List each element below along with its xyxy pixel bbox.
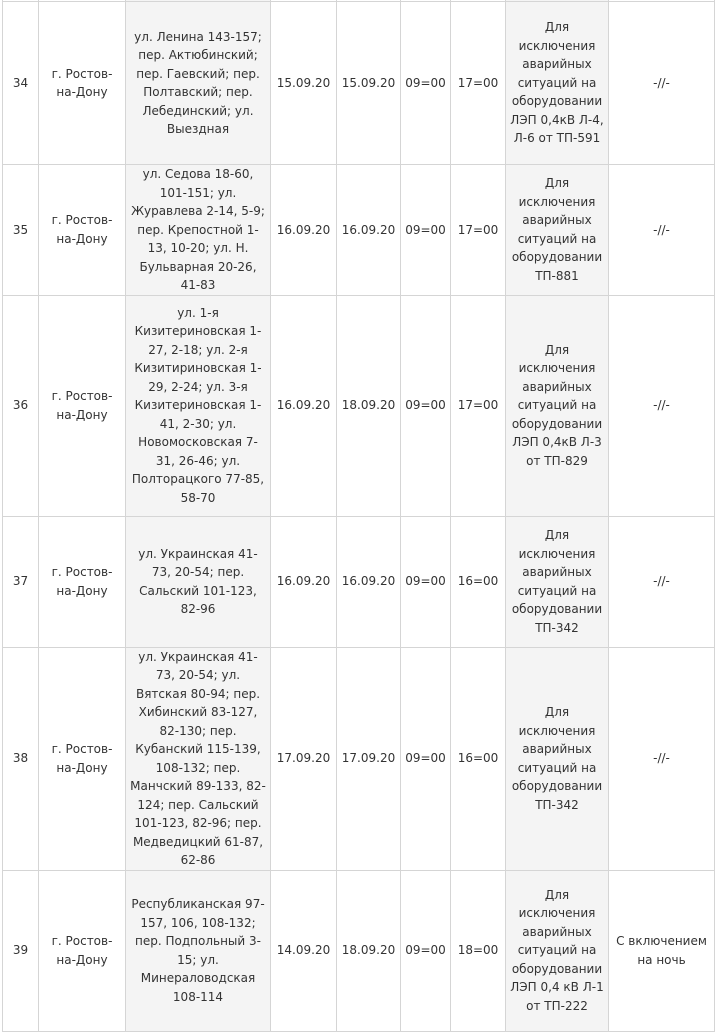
address-cell: ул. Ленина 143-157; пер. Актюбинский; пер. Гаевский; пер. Полтавский; пер. Лебединский; ул. Выездная [126, 2, 271, 165]
date-end-cell: 17.09.20 [337, 647, 401, 870]
note-cell: -//- [609, 647, 715, 870]
row-number: 34 [3, 2, 39, 165]
time-end-cell: 16=00 [451, 516, 506, 647]
row-number: 35 [3, 165, 39, 296]
time-end-cell: 17=00 [451, 165, 506, 296]
city-cell: г. Ростов-на-Дону [39, 870, 126, 1031]
table-row [3, 516, 715, 647]
reason-cell: Для исключения аварийных ситуаций на оборудовании ТП-342 [506, 647, 609, 870]
city-cell: г. Ростов-на-Дону [39, 647, 126, 870]
reason-cell: Для исключения аварийных ситуаций на оборудовании ЛЭП 0,4кВ Л-3 от ТП-829 [506, 295, 609, 516]
row-number: 38 [3, 647, 39, 870]
address-cell: ул. Украинская 41-73, 20-54; ул. Вятская 80-94; пер. Хибинский 83-127, 82-130; пер. Кубанский 115-139, 108-132; пер. Манчский 89-133, 82-124; пер. Сальский 101-123, 82-96; пер. Медведицкий 61-87, 62-86 [126, 647, 271, 870]
note-cell: С включением на ночь [609, 870, 715, 1031]
note-cell: -//- [609, 165, 715, 296]
address-cell: ул. Украинская 41-73, 20-54; пер. Сальский 101-123, 82-96 [126, 516, 271, 647]
outage-schedule-table [2, 0, 715, 1032]
time-start-cell: 09=00 [401, 2, 451, 165]
time-start-cell: 09=00 [401, 516, 451, 647]
time-start-cell: 09=00 [401, 647, 451, 870]
date-start-cell: 15.09.20 [271, 2, 337, 165]
row-number: 36 [3, 295, 39, 516]
row-number: 39 [3, 870, 39, 1031]
reason-cell: Для исключения аварийных ситуаций на оборудовании ЛЭП 0,4кВ Л-4, Л-6 от ТП-591 [506, 2, 609, 165]
table-row [3, 295, 715, 516]
time-end-cell: 17=00 [451, 295, 506, 516]
date-start-cell: 17.09.20 [271, 647, 337, 870]
table-row [3, 2, 715, 165]
note-cell: -//- [609, 2, 715, 165]
reason-cell: Для исключения аварийных ситуаций на оборудовании ЛЭП 0,4 кВ Л-1 от ТП-222 [506, 870, 609, 1031]
city-cell: г. Ростов-на-Дону [39, 2, 126, 165]
date-start-cell: 16.09.20 [271, 295, 337, 516]
address-cell: Республиканская 97-157, 106, 108-132; пер. Подпольный 3-15; ул. Минераловодская 108-114 [126, 870, 271, 1031]
date-end-cell: 18.09.20 [337, 295, 401, 516]
address-cell: ул. Седова 18-60, 101-151; ул. Журавлева 2-14, 5-9; пер. Крепостной 1-13, 10-20; ул. Н. Бульварная 20-26, 41-83 [126, 165, 271, 296]
time-end-cell: 18=00 [451, 870, 506, 1031]
address-cell: ул. 1-я Кизитериновская 1-27, 2-18; ул. 2-я Кизитириновская 1-29, 2-24; ул. 3-я Кизитериновская 1-41, 2-30; ул. Новомосковская 7-31, 26-46; ул. Полторацкого 77-85, 58-70 [126, 295, 271, 516]
time-start-cell: 09=00 [401, 870, 451, 1031]
date-end-cell: 16.09.20 [337, 516, 401, 647]
time-start-cell: 09=00 [401, 295, 451, 516]
date-end-cell: 18.09.20 [337, 870, 401, 1031]
time-end-cell: 17=00 [451, 2, 506, 165]
table-row [3, 870, 715, 1031]
city-cell: г. Ростов-на-Дону [39, 516, 126, 647]
table-row [3, 647, 715, 870]
date-start-cell: 16.09.20 [271, 165, 337, 296]
time-end-cell: 16=00 [451, 647, 506, 870]
date-start-cell: 16.09.20 [271, 516, 337, 647]
city-cell: г. Ростов-на-Дону [39, 165, 126, 296]
reason-cell: Для исключения аварийных ситуаций на оборудовании ТП-342 [506, 516, 609, 647]
date-start-cell: 14.09.20 [271, 870, 337, 1031]
date-end-cell: 15.09.20 [337, 2, 401, 165]
city-cell: г. Ростов-на-Дону [39, 295, 126, 516]
table-row [3, 165, 715, 296]
note-cell: -//- [609, 516, 715, 647]
reason-cell: Для исключения аварийных ситуаций на оборудовании ТП-881 [506, 165, 609, 296]
time-start-cell: 09=00 [401, 165, 451, 296]
date-end-cell: 16.09.20 [337, 165, 401, 296]
note-cell: -//- [609, 295, 715, 516]
row-number: 37 [3, 516, 39, 647]
